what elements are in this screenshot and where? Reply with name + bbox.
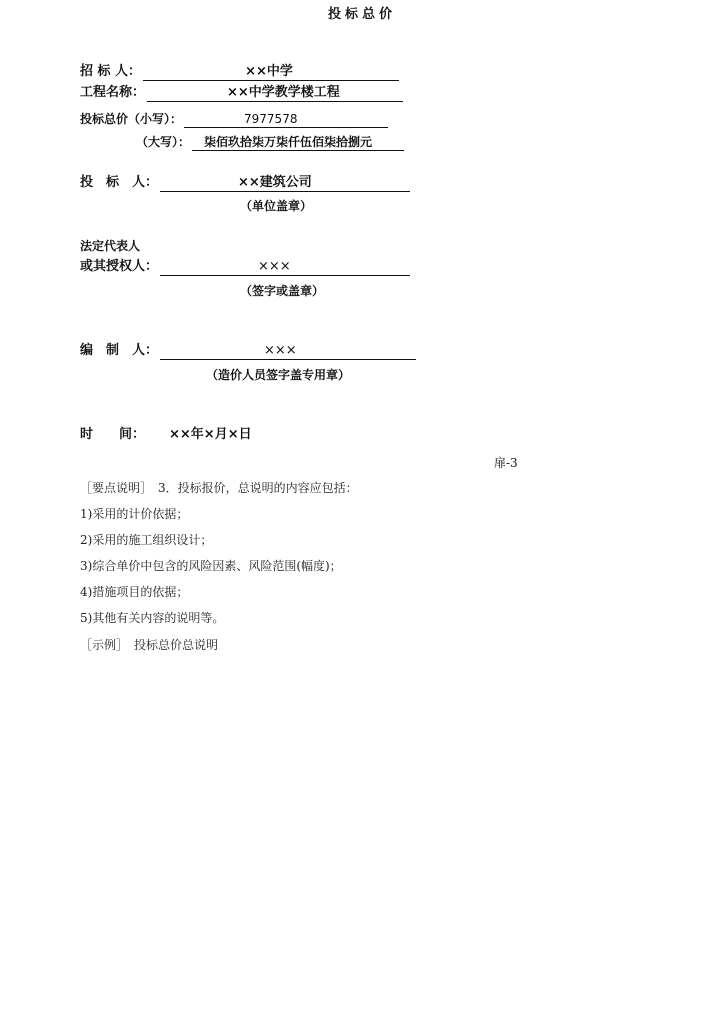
legal-label-2: 或其授权人： [80, 259, 159, 274]
compiler-value: ××× [264, 343, 297, 358]
time-label: 时 间： [80, 427, 146, 442]
tender-line [143, 64, 399, 81]
notes-item-4: 4)措施项目的依据； [80, 585, 189, 599]
compiler-seal-note: （造价人员签字盖专用章） [206, 368, 351, 382]
legal-label-1: 法定代表人 [80, 239, 141, 253]
project-row [80, 85, 403, 102]
notes-example: ［示例］ 投标总价总说明 [80, 638, 219, 652]
notes-item-2: 2)采用的施工组织设计； [80, 533, 213, 547]
notes-heading: ［要点说明］ 3．投标报价，总说明的内容应包括： [80, 481, 358, 495]
bidder-seal-note: （单位盖章） [240, 199, 313, 213]
legal-line [160, 259, 410, 276]
price-big-row [136, 134, 404, 151]
price-small-row [80, 111, 388, 128]
tender-value: ××中学 [245, 64, 293, 79]
project-label: 工程名称： [80, 85, 146, 100]
time-value: ××年×月×日 [169, 427, 252, 442]
price-small-value: 7977578 [244, 112, 298, 126]
project-line [147, 85, 403, 102]
compiler-row [80, 343, 416, 360]
legal-value: ××× [258, 259, 291, 274]
project-value: ××中学教学楼工程 [227, 85, 340, 100]
bidder-line [160, 175, 410, 192]
notes-item-5: 5)其他有关内容的说明等。 [80, 611, 225, 625]
price-big-line [192, 134, 404, 151]
compiler-line [160, 343, 416, 360]
bidder-value: ××建筑公司 [238, 175, 312, 190]
price-small-label: 投标总价（小写）： [80, 112, 183, 126]
legal-row [80, 259, 410, 276]
price-big-value: 柒佰玖拾柒万柒仟伍佰柒拾捌元 [204, 135, 373, 149]
bidder-row [80, 175, 410, 192]
legal-label-row [80, 238, 140, 254]
price-big-label: （大写）： [136, 135, 191, 149]
tender-row [80, 64, 399, 81]
notes-item-3: 3)综合单价中包含的风险因素、风险范围(幅度)； [80, 559, 342, 573]
tender-label: 招 标 人： [80, 64, 142, 79]
legal-seal-note: （签字或盖章） [240, 284, 325, 298]
compiler-label: 编 制 人： [80, 343, 159, 358]
bidder-label: 投 标 人： [80, 175, 159, 190]
page-title: 投标总价 [327, 7, 396, 22]
notes-item-1: 1)采用的计价依据； [80, 507, 189, 521]
page-number: 扉-3 [494, 456, 518, 470]
price-small-line [184, 111, 388, 128]
time-row [80, 427, 252, 443]
